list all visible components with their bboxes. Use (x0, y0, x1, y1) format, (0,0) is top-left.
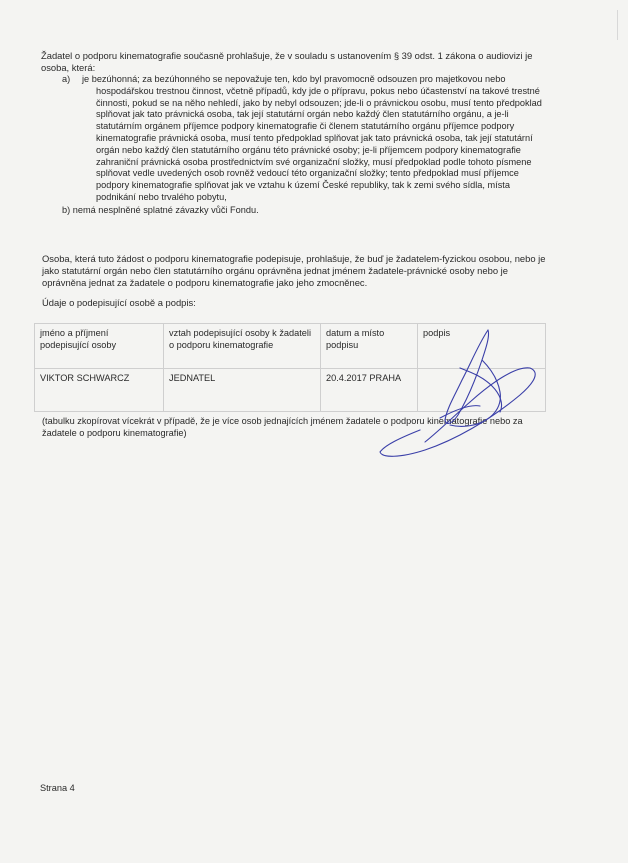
header-name: jméno a příjmení podepisující osoby (35, 324, 164, 369)
cell-date-place: 20.4.2017 PRAHA (321, 369, 418, 412)
header-signature: podpis (418, 324, 546, 369)
signer-statement: Osoba, která tuto žádost o podporu kinematografie podepisuje, prohlašuje, že buď je žadatelem-fyzickou osobou, nebo je jako statutární orgán nebo člen statutárního orgánu oprávněna jednat jménem žadatele-právnické osoby nebo je oprávněna jednat za žadatele o podporu kinematografie jako jeho zmocněnec. (42, 253, 546, 288)
cell-relation: JEDNATEL (164, 369, 321, 412)
page-number: Strana 4 (40, 783, 75, 793)
scan-edge-mark (617, 10, 618, 40)
cell-name: VIKTOR SCHWARCZ (35, 369, 164, 412)
declaration-list (62, 74, 552, 217)
header-date-place: datum a místo podpisu (321, 324, 418, 369)
header-relation: vztah podepisující osoby k žadateli o podporu kinematografie (164, 324, 321, 369)
table-header-row (35, 324, 546, 369)
cell-signature (418, 369, 546, 412)
declaration-intro: Žadatel o podporu kinematografie současně prohlašuje, že v souladu s ustanovením § 39 odst. 1 zákona o audiovizi je osoba, která: (41, 50, 533, 73)
declaration-item-b: b) nemá nesplněné splatné závazky vůči Fondu. (62, 204, 259, 215)
item-a-marker: a) (62, 74, 71, 84)
signer-table (34, 323, 546, 412)
item-a-body (82, 74, 552, 204)
item-a-rest: hospodářskou trestnou činnost, včetně případů, kdy jde o přípravu, pokus nebo účastenství na takové trestné činnosti, pokud se na něho nehledí, jako by nebyl odsouzen; jde-li o právnickou osobu, musí tento předpoklad splňovat jak tato právnická osoba, tak její statutární orgán nebo každý člen statutárního orgánu, a je-li statutárním orgánem příjemce podpory kinematografie či členem statutárního orgánu příjemce podpory kinematografie právnická osoba, musí tento předpoklad splňovat jak tato právnická osoba, tak její statutární orgán nebo každý člen statutárního orgánu této právnické osoby; je-li příjemcem podpory kinematografie zahraniční právnická osoba prostřednictvím své organizační složky, musí předpoklad podle tohoto písmene splňovat vedle uvedených osob rovněž vedoucí této organizační složky; tento předpoklad musí příjemce podpory kinematografie splňovat jak ve vztahu k území České republiky, tak k zemi svého sídla, místa podnikání nebo trvalého pobytu, (96, 85, 542, 202)
table-note: (tabulku zkopírovat vícekrát v případě, že je více osob jednajících jménem žadatele o podporu kinematografie nebo za žadatele o podporu kinematografie) (42, 416, 523, 438)
signer-heading: Údaje o podepisující osobě a podpis: (42, 297, 196, 308)
declaration-item-a (62, 74, 552, 204)
item-a-lead: je bezúhonná; za bezúhonného se nepovažuje ten, kdo byl pravomocně odsouzen pro majetkovou nebo (82, 74, 506, 84)
table-row (35, 369, 546, 412)
